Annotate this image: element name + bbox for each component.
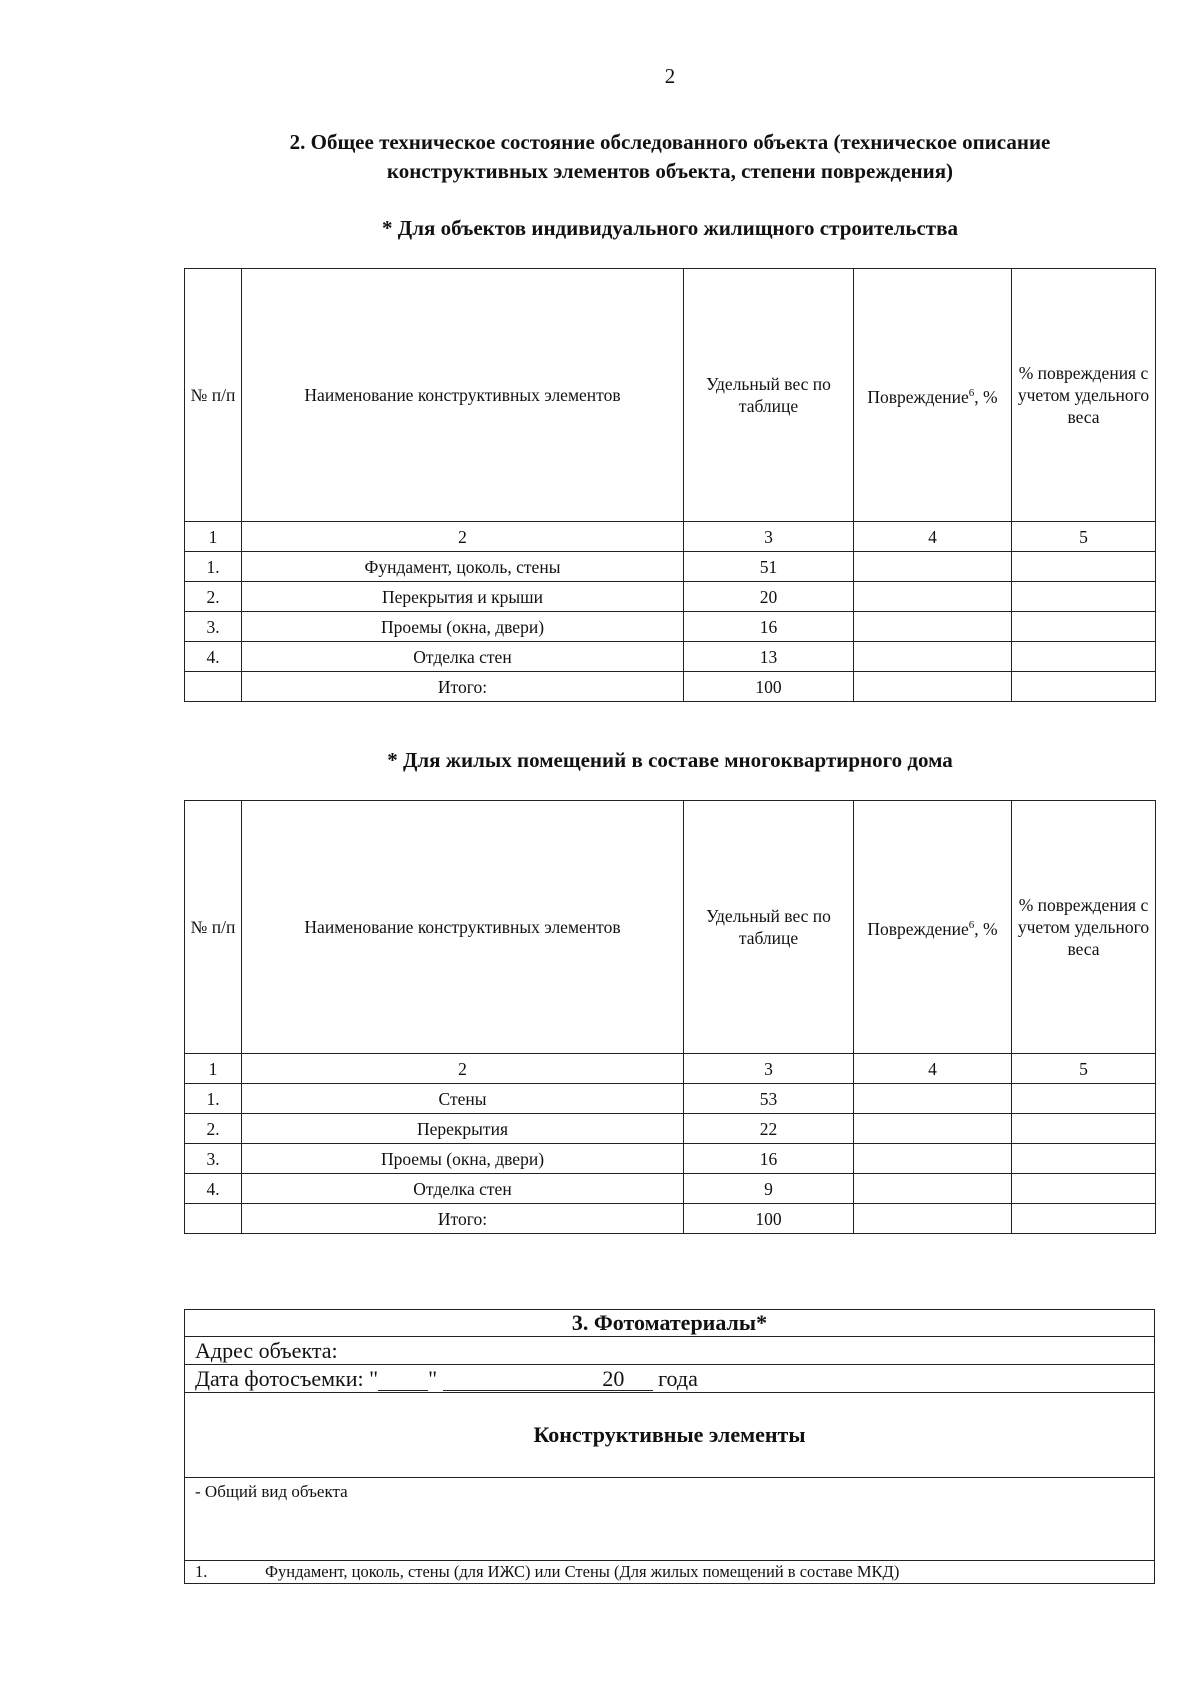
cell-damage[interactable] [854,1114,1012,1144]
cell-weight: 100 [684,1204,854,1234]
section-2-title-line2: конструктивных элементов объекта, степени повреждения) [386,159,954,183]
mkd-elements-table [184,800,1156,1234]
col-number: 2 [242,522,684,552]
date-label: Дата фотосъемки: [195,1365,364,1391]
cell-weight: 16 [684,1144,854,1174]
month-blank[interactable] [443,1368,591,1391]
photo-item-row [185,1561,1155,1584]
header-name: Наименование конструктивных элементов [242,801,684,1054]
cell-percent[interactable] [1012,1204,1156,1234]
header-damage-unit: , % [974,386,998,407]
general-view-cell [185,1478,1155,1561]
section-2-title [190,128,1150,186]
ijs-elements-table [184,268,1156,702]
cell-num [185,672,242,702]
table-total-row [185,672,1156,702]
col-number: 2 [242,1054,684,1084]
cell-name: Итого: [242,1204,684,1234]
cell-damage[interactable] [854,1204,1012,1234]
section-2-title-line1: 2. Общее техническое состояние обследованного объекта (техническое описание [289,130,1051,154]
year-suffix: года [658,1365,698,1391]
cell-name: Отделка стен [242,642,684,672]
col-number: 4 [854,1054,1012,1084]
header-percent: % повреждения с учетом удельного веса [1012,269,1156,522]
section-3-title: 3. Фотоматериалы* [185,1310,1155,1337]
cell-percent[interactable] [1012,612,1156,642]
column-number-row [185,1054,1156,1084]
photo-materials-table [184,1309,1155,1584]
cell-num: 2. [185,582,242,612]
close-quote: " [428,1365,438,1391]
cell-name: Итого: [242,672,684,702]
cell-damage[interactable] [854,672,1012,702]
cell-name: Перекрытия [242,1114,684,1144]
table-row [185,642,1156,672]
cell-num: 2. [185,1114,242,1144]
cell-weight: 100 [684,672,854,702]
cell-percent[interactable] [1012,1174,1156,1204]
header-damage [854,269,1012,522]
header-damage-unit: , % [974,918,998,939]
table-row [185,1174,1156,1204]
cell-weight: 9 [684,1174,854,1204]
header-damage [854,801,1012,1054]
header-num: № п/п [185,269,242,522]
cell-num: 1. [185,1084,242,1114]
year-prefix: 20 [602,1365,625,1391]
cell-weight: 20 [684,582,854,612]
cell-name: Проемы (окна, двери) [242,1144,684,1174]
cell-num: 4. [185,1174,242,1204]
general-view-label: - Общий вид объекта [195,1482,348,1501]
table-header-row [185,801,1156,1054]
table2-title: * Для жилых помещений в составе многоквартирного дома [387,748,953,772]
year-blank[interactable] [591,1365,653,1391]
footnote-ref: 6 [968,919,975,932]
table-row [185,1144,1156,1174]
table-row [185,1084,1156,1114]
col-number: 5 [1012,1054,1156,1084]
col-number: 3 [684,522,854,552]
table-row [185,582,1156,612]
photo-date-field[interactable] [185,1365,1155,1393]
item-number: 1. [195,1562,208,1581]
table-row [185,1114,1156,1144]
col-number: 4 [854,522,1012,552]
cell-damage[interactable] [854,612,1012,642]
day-blank[interactable] [378,1368,428,1391]
header-damage-label: Повреждение [867,386,969,407]
header-weight: Удельный вес по таблице [684,801,854,1054]
cell-name: Перекрытия и крыши [242,582,684,612]
cell-damage[interactable] [854,582,1012,612]
cell-num: 3. [185,1144,242,1174]
header-percent: % повреждения с учетом удельного веса [1012,801,1156,1054]
header-num: № п/п [185,801,242,1054]
cell-percent[interactable] [1012,1084,1156,1114]
cell-damage[interactable] [854,1144,1012,1174]
header-weight: Удельный вес по таблице [684,269,854,522]
cell-name: Фундамент, цоколь, стены [242,552,684,582]
column-number-row [185,522,1156,552]
item-text: Фундамент, цоколь, стены (для ИЖС) или Стены (Для жилых помещений в составе МКД) [265,1562,900,1581]
cell-name: Стены [242,1084,684,1114]
cell-num: 3. [185,612,242,642]
address-label: Адрес объекта: [195,1337,338,1363]
cell-damage[interactable] [854,1174,1012,1204]
cell-percent[interactable] [1012,642,1156,672]
address-field[interactable] [185,1337,1155,1365]
header-damage-label: Повреждение [867,918,969,939]
cell-weight: 22 [684,1114,854,1144]
structural-elements-heading: Конструктивные элементы [185,1393,1155,1478]
cell-percent[interactable] [1012,672,1156,702]
cell-weight: 53 [684,1084,854,1114]
footnote-ref: 6 [968,387,975,400]
cell-percent[interactable] [1012,1114,1156,1144]
table-total-row [185,1204,1156,1234]
table-header-row [185,269,1156,522]
col-number: 5 [1012,522,1156,552]
table-row [185,552,1156,582]
cell-percent[interactable] [1012,552,1156,582]
cell-percent[interactable] [1012,582,1156,612]
cell-weight: 51 [684,552,854,582]
cell-damage[interactable] [854,1084,1012,1114]
col-number: 1 [185,522,242,552]
cell-name: Отделка стен [242,1174,684,1204]
cell-percent[interactable] [1012,1144,1156,1174]
col-number: 1 [185,1054,242,1084]
open-quote: " [369,1365,379,1391]
cell-num: 4. [185,642,242,672]
col-number: 3 [684,1054,854,1084]
cell-weight: 16 [684,612,854,642]
page-number: 2 [664,64,676,88]
cell-weight: 13 [684,642,854,672]
cell-name: Проемы (окна, двери) [242,612,684,642]
table-row [185,612,1156,642]
cell-num: 1. [185,552,242,582]
cell-damage[interactable] [854,552,1012,582]
cell-damage[interactable] [854,642,1012,672]
header-name: Наименование конструктивных элементов [242,269,684,522]
cell-num [185,1204,242,1234]
table1-title: * Для объектов индивидуального жилищного строительства [382,216,958,240]
